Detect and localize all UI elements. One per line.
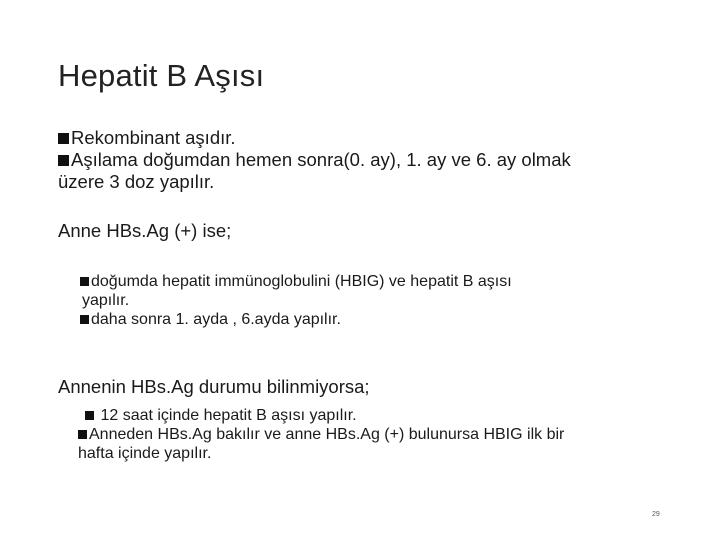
list-item	[78, 425, 564, 444]
bullet-text: Aşılama doğumdan hemen sonra(0. ay), 1. ay ve 6. ay olmak	[71, 149, 571, 170]
square-bullet-icon	[80, 277, 89, 286]
bullet-text: 12 saat içinde hepatit B aşısı yapılır.	[96, 407, 357, 424]
section-unknown-list	[78, 406, 564, 463]
list-item	[80, 272, 512, 291]
list-item	[78, 406, 564, 425]
bullet-text: hafta içinde yapılır.	[78, 445, 212, 462]
list-item	[58, 127, 571, 149]
main-bullet-list	[58, 127, 571, 193]
bullet-text: Rekombinant aşıdır.	[71, 127, 236, 148]
bullet-text: doğumda hepatit immünoglobulini (HBIG) ve hepatit B aşısı	[91, 273, 512, 290]
list-item-continuation	[58, 171, 571, 193]
bullet-text: yapılır.	[82, 292, 130, 309]
list-item	[80, 310, 512, 329]
square-bullet-icon	[85, 411, 94, 420]
list-item-continuation	[78, 444, 564, 463]
section-heading: Annenin HBs.Ag durumu bilinmiyorsa;	[58, 376, 370, 397]
section-heading-unknown	[58, 376, 370, 398]
section-positive-list	[80, 272, 512, 329]
square-bullet-icon	[58, 155, 69, 166]
slide-title: Hepatit B Aşısı	[58, 58, 265, 93]
list-item-continuation	[80, 291, 512, 310]
section-heading: Anne HBs.Ag (+) ise;	[58, 220, 232, 241]
section-heading-positive	[58, 220, 231, 242]
bullet-text: Anneden HBs.Ag bakılır ve anne HBs.Ag (+) bulunursa HBIG ilk bir	[89, 426, 565, 443]
bullet-text: daha sonra 1. ayda , 6.ayda yapılır.	[91, 311, 341, 328]
page-number: 29	[652, 511, 660, 518]
square-bullet-icon	[58, 133, 69, 144]
square-bullet-icon	[78, 430, 87, 439]
bullet-text: üzere 3 doz yapılır.	[58, 171, 215, 192]
list-item	[58, 149, 571, 171]
square-bullet-icon	[80, 315, 89, 324]
